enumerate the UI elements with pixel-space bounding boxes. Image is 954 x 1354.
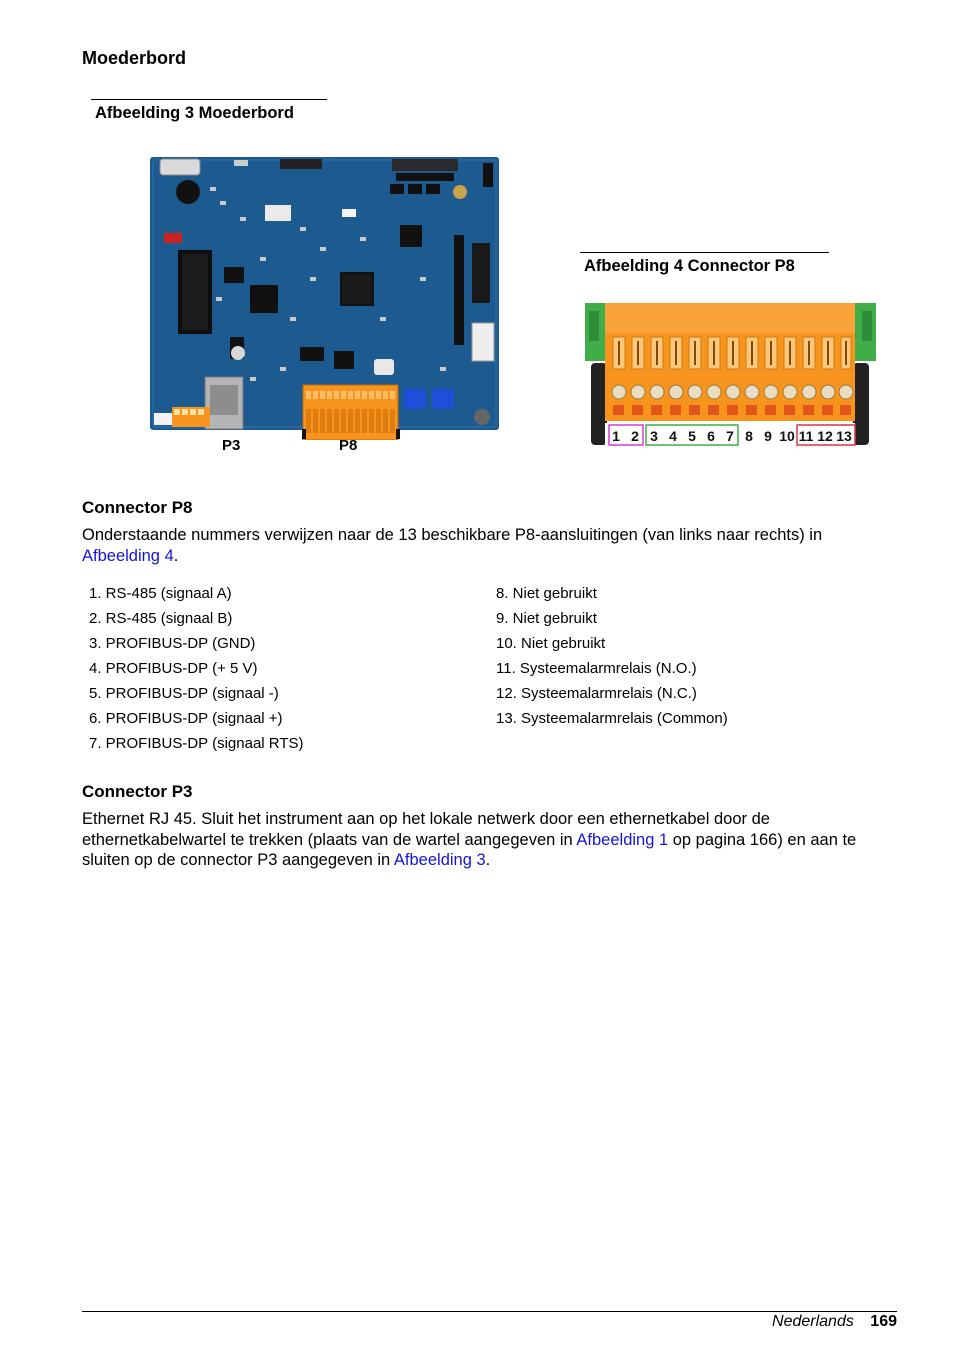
pin-number: 9 <box>764 428 772 444</box>
intro-end: . <box>173 546 179 565</box>
figure3-rule <box>91 99 327 100</box>
pin-number: 4 <box>669 428 677 444</box>
list-item: 11. Systeemalarmrelais (N.O.) <box>496 660 697 677</box>
pin-number: 1 <box>612 428 620 444</box>
pin-number: 2 <box>631 428 639 444</box>
list-item: 3. PROFIBUS-DP (GND) <box>89 635 256 652</box>
footer-language: Nederlands <box>772 1313 854 1330</box>
section-heading-p3: Connector P3 <box>82 782 193 801</box>
intro-text: Onderstaande nummers verwijzen naar de 13 beschikbare P8-aansluitingen (van links naar rechts) in <box>82 526 823 544</box>
list-item: 7. PROFIBUS-DP (signaal RTS) <box>89 735 304 752</box>
link-afbeelding-1[interactable]: Afbeelding 1 <box>576 830 669 849</box>
label-p8: P8 <box>339 437 358 454</box>
section-p3-text <box>82 809 897 871</box>
pin-number: 10 <box>779 428 795 444</box>
section-heading-p8: Connector P8 <box>82 498 193 517</box>
list-item: 2. RS-485 (signaal B) <box>89 610 233 627</box>
list-item: 8. Niet gebruikt <box>496 585 597 602</box>
list-item: 9. Niet gebruikt <box>496 610 597 627</box>
p3-text-2: op pagina 166) en aan te sluiten op de connector P3 aangegeven in <box>82 830 857 869</box>
footer-rule <box>82 1311 897 1312</box>
pin-number: 12 <box>817 428 833 444</box>
section-p8-intro <box>82 525 897 566</box>
footer <box>772 1313 897 1331</box>
pin-number: 13 <box>836 428 852 444</box>
link-afbeelding-3[interactable]: Afbeelding 3 <box>393 851 486 869</box>
list-item: 6. PROFIBUS-DP (signaal +) <box>89 710 283 727</box>
p3-text-1: Ethernet RJ 45. Sluit het instrument aan op het lokale netwerk door een ethernetkabel door de ethernetkabelwartel te trekken (plaats van de wartel aangegeven in <box>82 810 770 849</box>
motherboard-image <box>150 157 499 440</box>
page-title: Moederbord <box>82 48 187 68</box>
figure3-caption: Afbeelding 3 Moederbord <box>95 104 294 122</box>
page-number: 169 <box>870 1313 897 1330</box>
link-afbeelding-4[interactable]: Afbeelding 4 <box>82 546 174 565</box>
pin-number: 8 <box>745 428 753 444</box>
pin-number: 3 <box>650 428 658 444</box>
list-item: 5. PROFIBUS-DP (signaal -) <box>89 685 279 702</box>
list-item: 10. Niet gebruikt <box>496 635 606 652</box>
list-item: 13. Systeemalarmrelais (Common) <box>496 710 728 727</box>
connector-p8-image <box>585 301 876 449</box>
pin-number: 11 <box>798 428 814 444</box>
list-item: 4. PROFIBUS-DP (+ 5 V) <box>89 660 258 677</box>
figure4-caption: Afbeelding 4 Connector P8 <box>584 257 795 275</box>
pin-number: 7 <box>726 428 734 444</box>
pin-number: 6 <box>707 428 715 444</box>
p3-text-3: . <box>485 851 491 869</box>
label-p3: P3 <box>222 437 241 454</box>
pin-number: 5 <box>688 428 696 444</box>
figure4-rule <box>580 252 829 253</box>
list-item: 1. RS-485 (signaal A) <box>89 585 232 602</box>
list-item: 12. Systeemalarmrelais (N.C.) <box>496 685 697 702</box>
